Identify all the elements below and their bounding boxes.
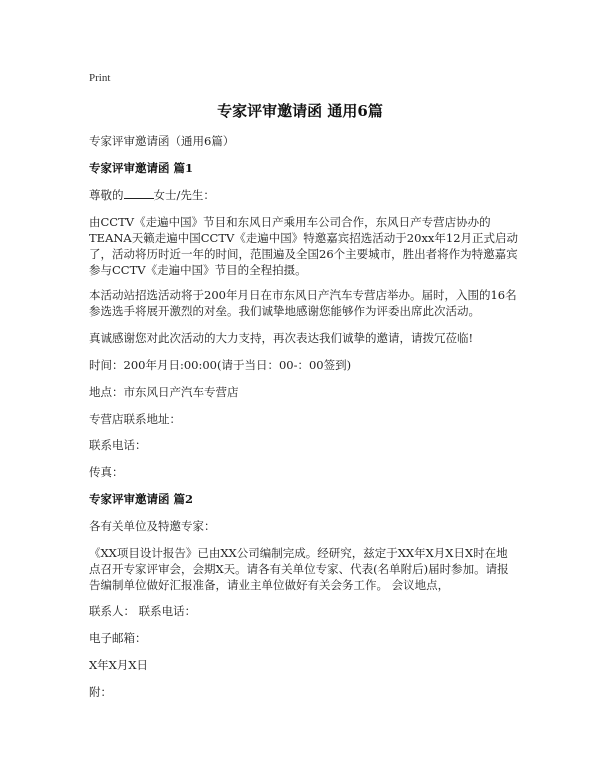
- section2-salutation: 各有关单位及特邀专家：: [89, 519, 216, 533]
- section2-heading: 专家评审邀请函 篇2: [89, 492, 194, 506]
- section2-contact: 联系人： 联系电话：: [89, 604, 197, 618]
- print-label: Print: [89, 72, 111, 84]
- section2-paragraph-1: 《XX项目设计报告》已由XX公司编制完成。经研究，兹定于XX年X月X日X时在地点召开专家评审会，会期X天。请各有关单位专家、代表(名单附后)届时参加。请报告编制单位做好汇报准备，请业主单位做好有关会务工作。 会议地点，: [89, 546, 509, 592]
- section1-heading: 专家评审邀请函 篇1: [89, 161, 194, 175]
- section2-date: X年X月X日: [89, 658, 149, 672]
- section1-paragraph-2: 本活动站招选活动将于200年月日在市东风日产汽车专营店举办。届时，入围的16名参选选手将展开激烈的对垒。我们诚挚地感谢您能够作为评委出席此次活动。: [89, 288, 517, 318]
- section1-place: 地点：市东风日产汽车专营店: [89, 385, 239, 399]
- document-title: 专家评审邀请函 通用6篇: [217, 102, 383, 120]
- name-blank: [124, 188, 154, 199]
- section1-salutation: [89, 187, 519, 203]
- document-subtitle: 专家评审邀请函（通用6篇）: [89, 134, 235, 148]
- section2-attachment: 附：: [89, 685, 112, 699]
- salutation-suffix: 女士/先生：: [153, 188, 215, 202]
- section1-phone: 联系电话：: [89, 438, 147, 452]
- section1-paragraph-3: 真诚感谢您对此次活动的大力支持，再次表达我们诚挚的邀请，请拨冗莅临!: [89, 331, 474, 345]
- section1-fax: 传真：: [89, 465, 124, 479]
- section1-time: 时间：200年月日:00:00(请于当日：00-：00签到): [89, 358, 352, 372]
- section2-email: 电子邮箱：: [89, 631, 147, 645]
- section1-address: 专营店联系地址：: [89, 412, 181, 426]
- salutation-prefix: 尊敬的: [89, 188, 124, 202]
- section1-paragraph-1: 由CCTV《走遍中国》节目和东风日产乘用车公司合作，东风日产专营店协办的TEANA天籁走遍中国CCTV《走遍中国》特邀嘉宾招选活动于20xx年12月正式启动了，活动将历时近一年的时间，范围遍及全国26个主要城市，胜出者将作为特邀嘉宾参与CCTV《走遍中国》节目的全程拍摄。: [89, 215, 519, 277]
